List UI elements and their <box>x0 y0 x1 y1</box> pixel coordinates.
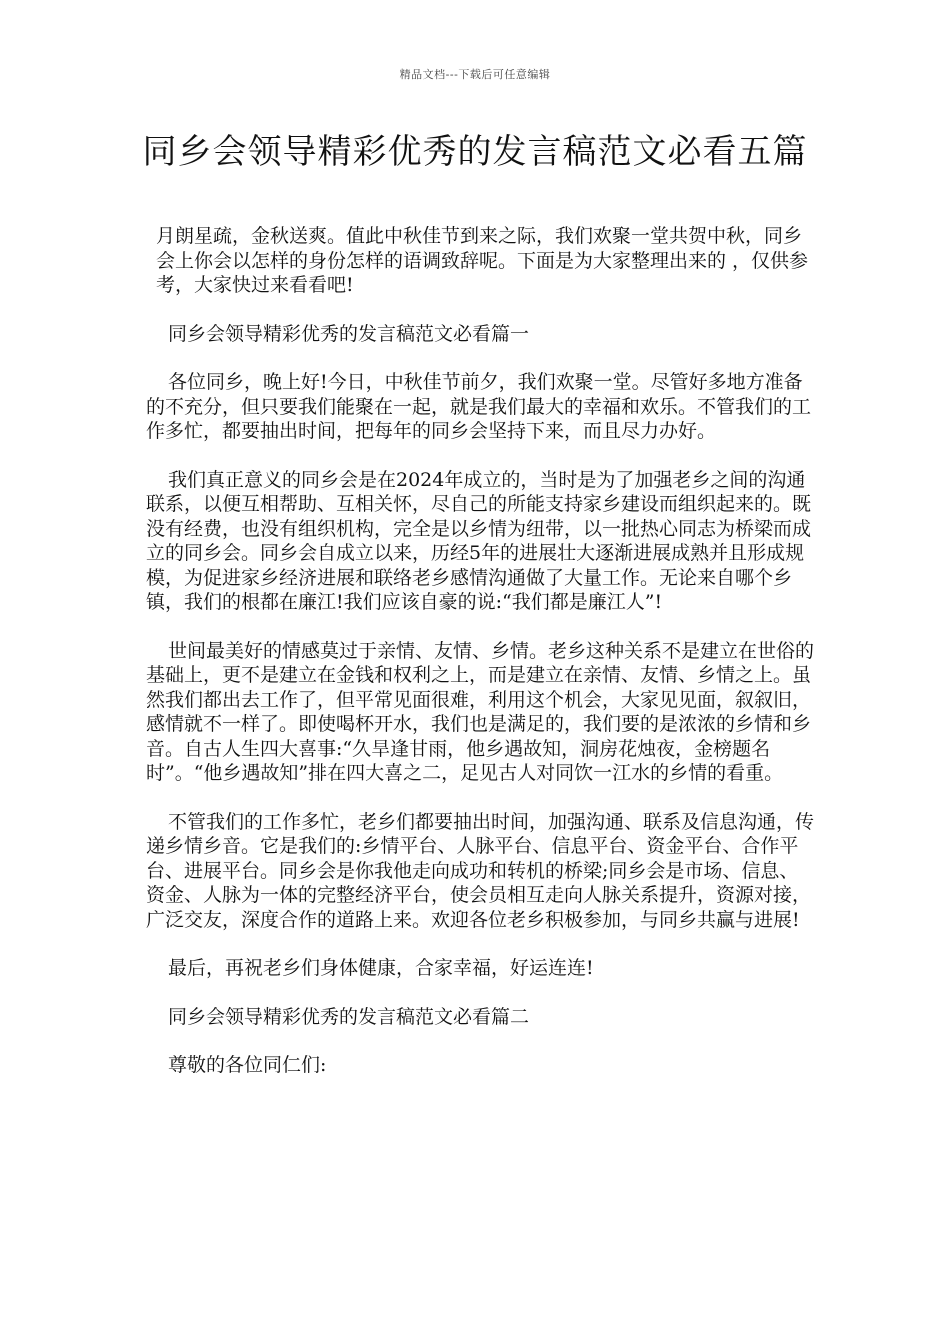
paragraph: 不管我们的工作多忙，老乡们都要抽出时间，加强沟通、联系及信息沟通，传递乡情乡音。它是我们的:乡情平台、人脉平台、信息平台、资金平台、合作平台、进展平台。同乡会是你我他走向成功和转机的桥梁;同乡会是市场、信息、资金、人脉为一体的完整经济平台，使会员相互走向人脉关系提升，资源对接，广泛交友，深度合作的道路上来。欢迎各位老乡积极参加，与同乡共赢与进展! <box>146 810 815 931</box>
intro-paragraph: 月朗星疏，金秋送爽。值此中秋佳节到来之际，我们欢聚一堂共贺中秋，同乡会上你会以怎样的身份怎样的语调致辞呢。下面是为大家整理出来的 ，仅供参考，大家快过来看看吧! <box>156 225 809 296</box>
paragraph: 我们真正意义的同乡会是在2024年成立的，当时是为了加强老乡之间的沟通联系，以便互相帮助、互相关怀，尽自己的所能支持家乡建设而组织起来的。既没有经费，也没有组织机构，完全是以乡情为纽带，以一批热心同志为桥梁而成立的同乡会。同乡会自成立以来，历经5年的进展壮大逐渐进展成熟并且形成规模，为促进家乡经济进展和联络老乡感情沟通做了大量工作。无论来自哪个乡镇，我们的根都在廉江!我们应该自豪的说:“我们都是廉江人”! <box>146 468 812 613</box>
section-heading-2: 同乡会领导精彩优秀的发言稿范文必看篇二 <box>168 1005 530 1028</box>
closing-paragraph: 最后，再祝老乡们身体健康，合家幸福，好运连连! <box>168 957 594 979</box>
salutation: 尊敬的各位同仁们: <box>168 1054 327 1076</box>
header-note: 精品文档---下载后可任意编辑 <box>399 68 551 81</box>
section-heading-1: 同乡会领导精彩优秀的发言稿范文必看篇一 <box>168 322 530 345</box>
paragraph: 各位同乡，晚上好!今日，中秋佳节前夕，我们欢聚一堂。尽管好多地方准备的不充分，但只要我们能聚在一起，就是我们最大的幸福和欢乐。不管我们的工作多忙，都要抽出时间，把每年的同乡会坚持下来，而且尽力办好。 <box>146 371 812 442</box>
document-body <box>146 224 814 1078</box>
document-title: 同乡会领导精彩优秀的发言稿范文必看五篇 <box>142 132 808 172</box>
paragraph: 世间最美好的情感莫过于亲情、友情、乡情。老乡这种关系不是建立在世俗的基础上，更不是建立在金钱和权利之上，而是建立在亲情、友情、乡情之上。虽然我们都出去工作了，但平常见面很难，利用这个机会，大家见见面，叙叙旧，感情就不一样了。即使喝杯开水，我们也是满足的，我们要的是浓浓的乡情和乡音。自古人生四大喜事:“久旱逢甘雨，他乡遇故知，洞房花烛夜，金榜题名时”。“他乡遇故知”排在四大喜之二，足见古人对同饮一江水的乡情的看重。 <box>146 639 815 784</box>
